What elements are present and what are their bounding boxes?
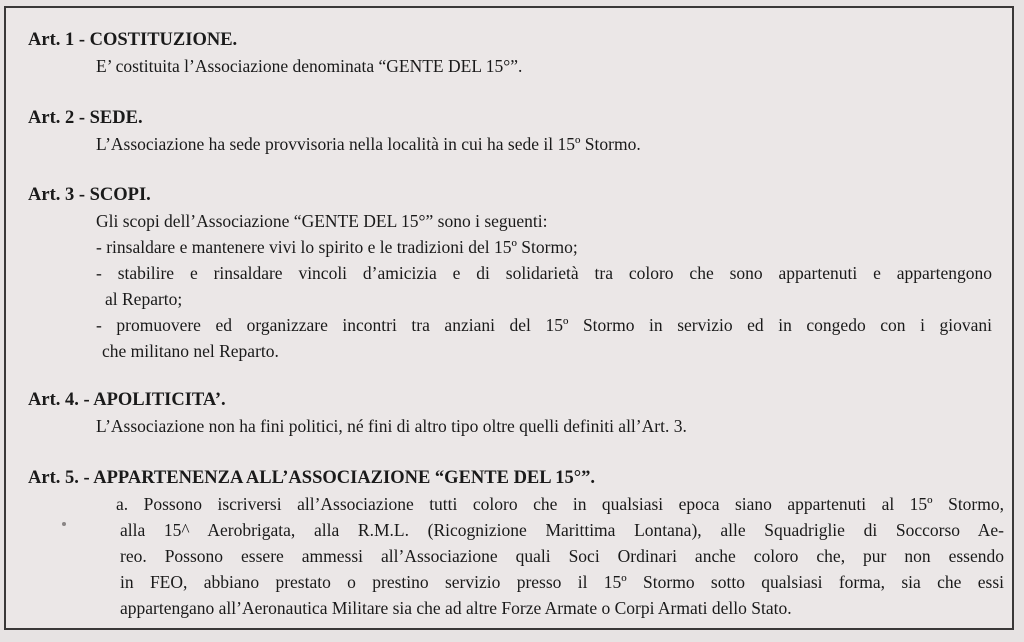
article-3-line-5: - promuovere ed organizzare incontri tra anziani del 15º Stormo in servizio ed in congedo con i giovani [96, 315, 992, 335]
article-1-line-1: E’ costituita l’Associazione denominata “GENTE DEL 15°”. [96, 56, 523, 76]
article-3-title: Art. 3 - SCOPI. [28, 185, 151, 205]
article-3-line-4: al Reparto; [105, 289, 183, 309]
article-4-line-1: L’Associazione non ha fini politici, né fini di altro tipo oltre quelli definiti all’Art. 3. [96, 416, 687, 436]
article-5-line-4: in FEO, abbiano prestato o prestino servizio presso il 15º Stormo sotto qualsiasi forma, sia che essi [120, 572, 1004, 592]
article-3-line-1: Gli scopi dell’Associazione “GENTE DEL 15°” sono i seguenti: [96, 211, 548, 231]
article-3-line-6: che militano nel Reparto. [102, 341, 279, 361]
article-3-line-3: - stabilire e rinsaldare vincoli d’amicizia e di solidarietà tra coloro che sono appartenuti e appartengono [96, 263, 992, 283]
statute-document [4, 6, 1014, 630]
article-5-line-3: reo. Possono essere ammessi all’Associazione quali Soci Ordinari anche coloro che, pur non essendo [120, 546, 1004, 566]
article-3-line-2: - rinsaldare e mantenere vivi lo spirito e le tradizioni del 15º Stormo; [96, 237, 578, 257]
article-2-title: Art. 2 - SEDE. [28, 108, 143, 128]
article-2-line-1: L’Associazione ha sede provvisoria nella località in cui ha sede il 15º Stormo. [96, 134, 641, 154]
article-4-title: Art. 4. - APOLITICITA’. [28, 390, 226, 410]
article-1-title: Art. 1 - COSTITUZIONE. [28, 30, 238, 50]
article-5-line-2: alla 15^ Aerobrigata, alla R.M.L. (Ricognizione Marittima Lontana), alle Squadriglie di Soccorso Ae- [120, 520, 1004, 540]
article-5-line-1: a. Possono iscriversi all’Associazione tutti coloro che in qualsiasi epoca siano appartenuti al 15º Stormo, [116, 494, 1004, 514]
scan-speck [62, 522, 66, 526]
article-5-title: Art. 5. - APPARTENENZA ALL’ASSOCIAZIONE “GENTE DEL 15°”. [28, 468, 595, 488]
article-5-line-5: appartengano all’Aeronautica Militare sia che ad altre Forze Armate o Corpi Armati dello Stato. [120, 598, 792, 618]
